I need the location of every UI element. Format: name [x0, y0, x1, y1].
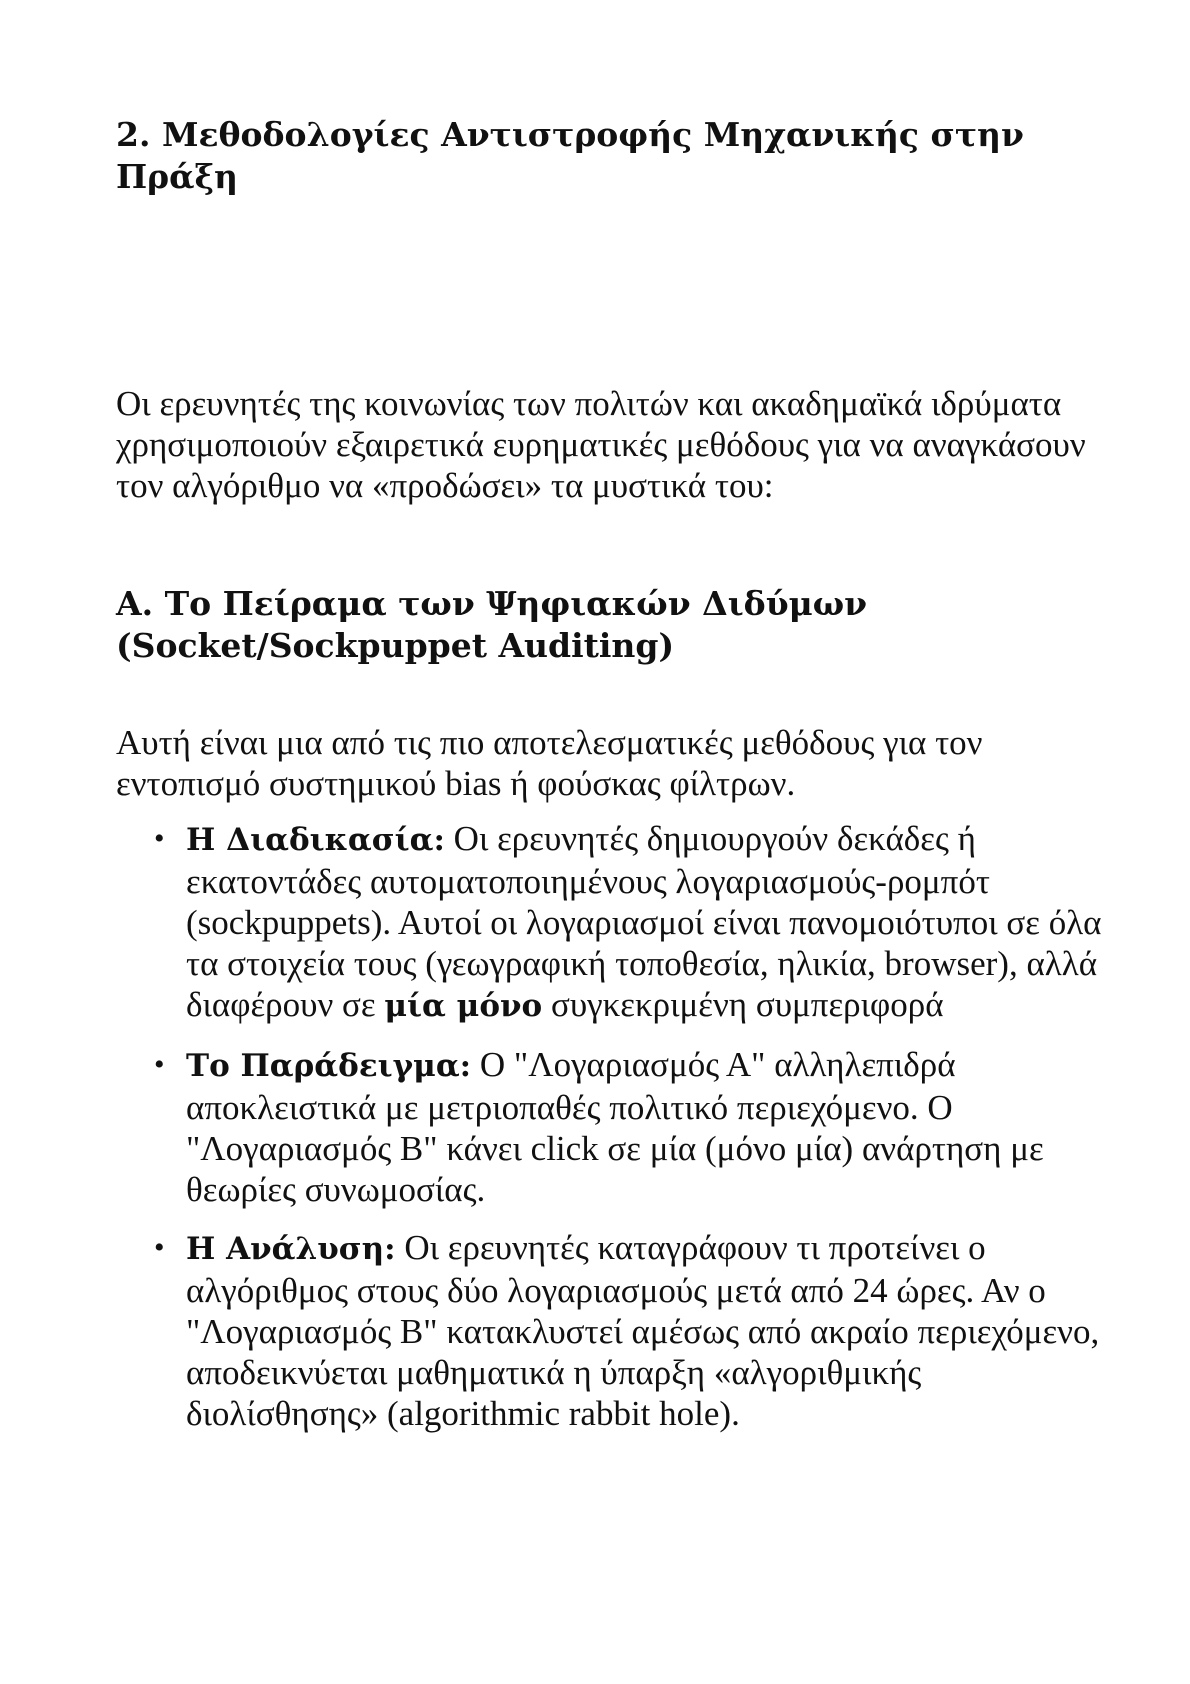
bullet-label: Η Διαδικασία: [186, 822, 445, 858]
bullet-text: Οι ερευνητές καταγράφουν τι προτείνει ο αλγόριθμος στους δύο λογαριασμούς μετά από 24 ώρες. Αν ο "Λογαριασμός Β" κατακλυστεί αμέσως από ακραίο περιεχόμενο, αποδεικνύεται μαθηματικά η ύπαρξη «αλγοριθμικής διολίσθησης» (algorithmic rabbit hole). [186, 1228, 1100, 1433]
bullet-item-example [116, 1044, 1106, 1210]
bullet-text: Ο "Λογαριασμός Α" αλληλεπιδρά αποκλειστικά με μετριοπαθές πολιτικό περιεχόμενο. Ο "Λογαριασμός Β" κάνει click σε μία (μόνο μία) ανάρτηση με θεωρίες συνωμοσίας. [186, 1045, 1044, 1209]
bullet-text-end: συγκεκριμένη συμπεριφορά [542, 985, 944, 1024]
subsection-title: A. Το Πείραμα των Ψηφιακών Διδύμων (Socket/Sockpuppet Auditing) [116, 584, 868, 665]
bullet-list [116, 818, 1106, 1451]
bullet-label: Η Ανάλυση: [186, 1231, 396, 1267]
bullet-item-process [116, 818, 1106, 1027]
intro-paragraph: Οι ερευνητές της κοινωνίας των πολιτών και ακαδημαϊκά ιδρύματα χρησιμοποιούν εξαιρετικά ευρηματικές μεθόδους για να αναγκάσουν τον αλγόριθμο να «προδώσει» τα μυστικά του: [116, 384, 1086, 505]
bullet-dot-icon: • [154, 1231, 165, 1264]
section-title: 2. Μεθοδολογίες Αντιστροφής Μηχανικής στην Πράξη [116, 115, 1024, 196]
bullet-dot-icon: • [154, 1048, 165, 1081]
bullet-text: Οι ερευνητές δημιουργούν δεκάδες ή εκατοντάδες αυτοματοποιημένους λογαριασμούς-ρομπότ (sockpuppets). Αυτοί οι λογαριασμοί είναι πανομοιότυποι σε όλα τα στοιχεία τους (γεωγραφική τοποθεσία, ηλικία, browser), αλλά διαφέρουν σε [186, 819, 1102, 1024]
bullet-dot-icon: • [154, 822, 165, 855]
bullet-emphasis: μία μόνο [384, 988, 543, 1024]
lead-paragraph: Αυτή είναι μια από τις πιο αποτελεσματικές μεθόδους για τον εντοπισμό συστημικού bias ή φούσκας φίλτρων. [116, 723, 983, 803]
bullet-label: Το Παράδειγμα: [186, 1048, 472, 1084]
bullet-item-analysis [116, 1227, 1106, 1434]
